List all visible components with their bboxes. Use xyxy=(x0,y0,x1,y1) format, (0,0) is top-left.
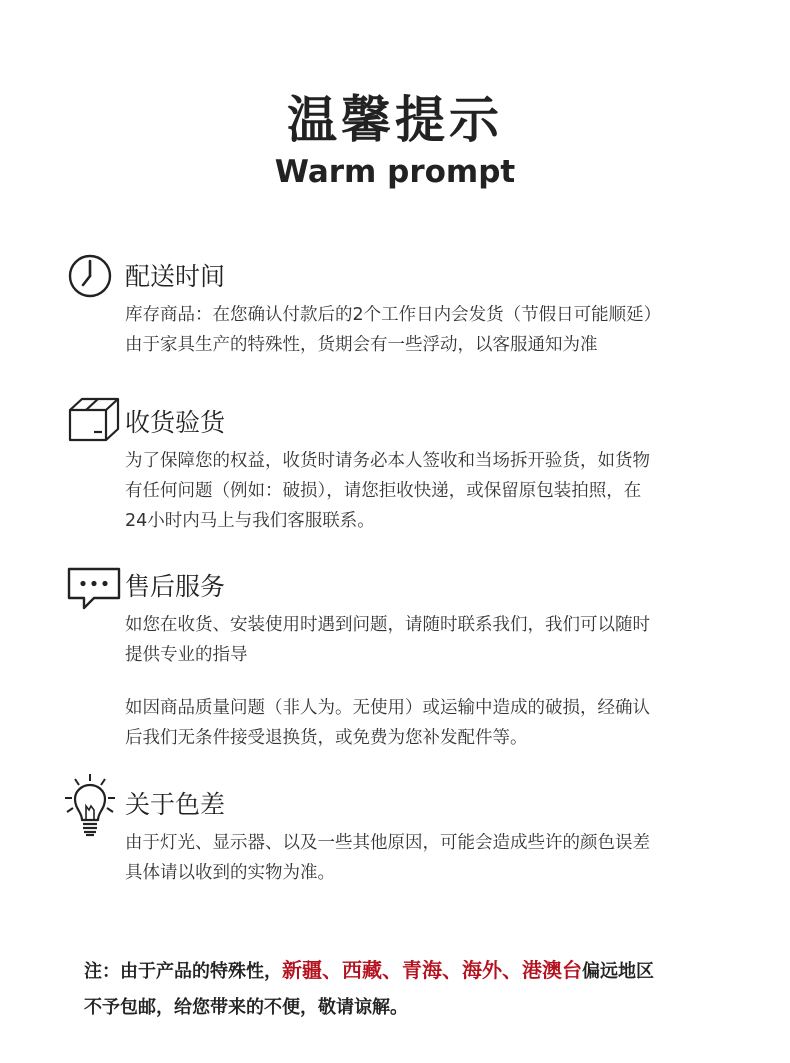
body-line: 具体请以收到的实物为准。 xyxy=(125,863,335,883)
section-body xyxy=(125,828,740,888)
body-line: 有任何问题（例如：破损），请您拒收快递，或保留原包装拍照，在 xyxy=(125,481,642,501)
section-body xyxy=(125,300,740,360)
section-body xyxy=(125,446,740,536)
section-title: 配送时间 xyxy=(125,262,226,291)
notice-highlight-regions: 新疆、西藏、青海、海外、港澳台 xyxy=(282,958,582,982)
notice-line-1 xyxy=(84,952,744,990)
body-line: 后我们无条件接受退换货，或免费为您补发配件等。 xyxy=(125,728,528,748)
body-line: 为了保障您的权益，收货时请务必本人签收和当场拆开验货，如货物 xyxy=(125,451,650,471)
section-delivery-time xyxy=(66,252,756,362)
package-box-icon xyxy=(66,396,122,444)
body-line: 如因商品质量问题（非人为。无使用）或运输中造成的破损，经确认 xyxy=(125,698,650,718)
body-line: 由于家具生产的特殊性，货期会有一些浮动，以客服通知为准 xyxy=(125,335,598,355)
chat-bubble-icon xyxy=(66,566,122,612)
body-line: 库存商品：在您确认付款后的2个工作日内会发货（节假日可能顺延） xyxy=(125,305,662,325)
section-title: 收货验货 xyxy=(125,408,226,437)
section-title: 售后服务 xyxy=(125,572,226,601)
notice-suffix: 偏远地区 xyxy=(582,961,654,982)
section-after-sales xyxy=(66,566,756,756)
page-title-en: Warm prompt xyxy=(274,154,516,190)
section-body xyxy=(125,610,740,753)
shipping-notice xyxy=(84,952,744,1026)
body-line: 提供专业的指导 xyxy=(125,645,248,665)
body-line: 由于灯光、显示器、以及一些其他原因，可能会造成些许的颜色误差 xyxy=(125,833,650,853)
section-color-difference xyxy=(66,772,756,892)
notice-line-2: 不予包邮，给您带来的不便，敬请谅解。 xyxy=(84,997,408,1018)
page-title-cn: 温馨提示 xyxy=(287,91,503,149)
lightbulb-icon xyxy=(62,772,118,840)
section-title: 关于色差 xyxy=(125,790,226,819)
notice-prefix: 注：由于产品的特殊性， xyxy=(84,961,282,982)
body-line: 如您在收货、安装使用时遇到问题，请随时联系我们，我们可以随时 xyxy=(125,615,650,635)
body-line: 24小时内马上与我们客服联系。 xyxy=(125,511,375,531)
clock-icon xyxy=(66,252,114,300)
section-receiving xyxy=(66,396,756,536)
